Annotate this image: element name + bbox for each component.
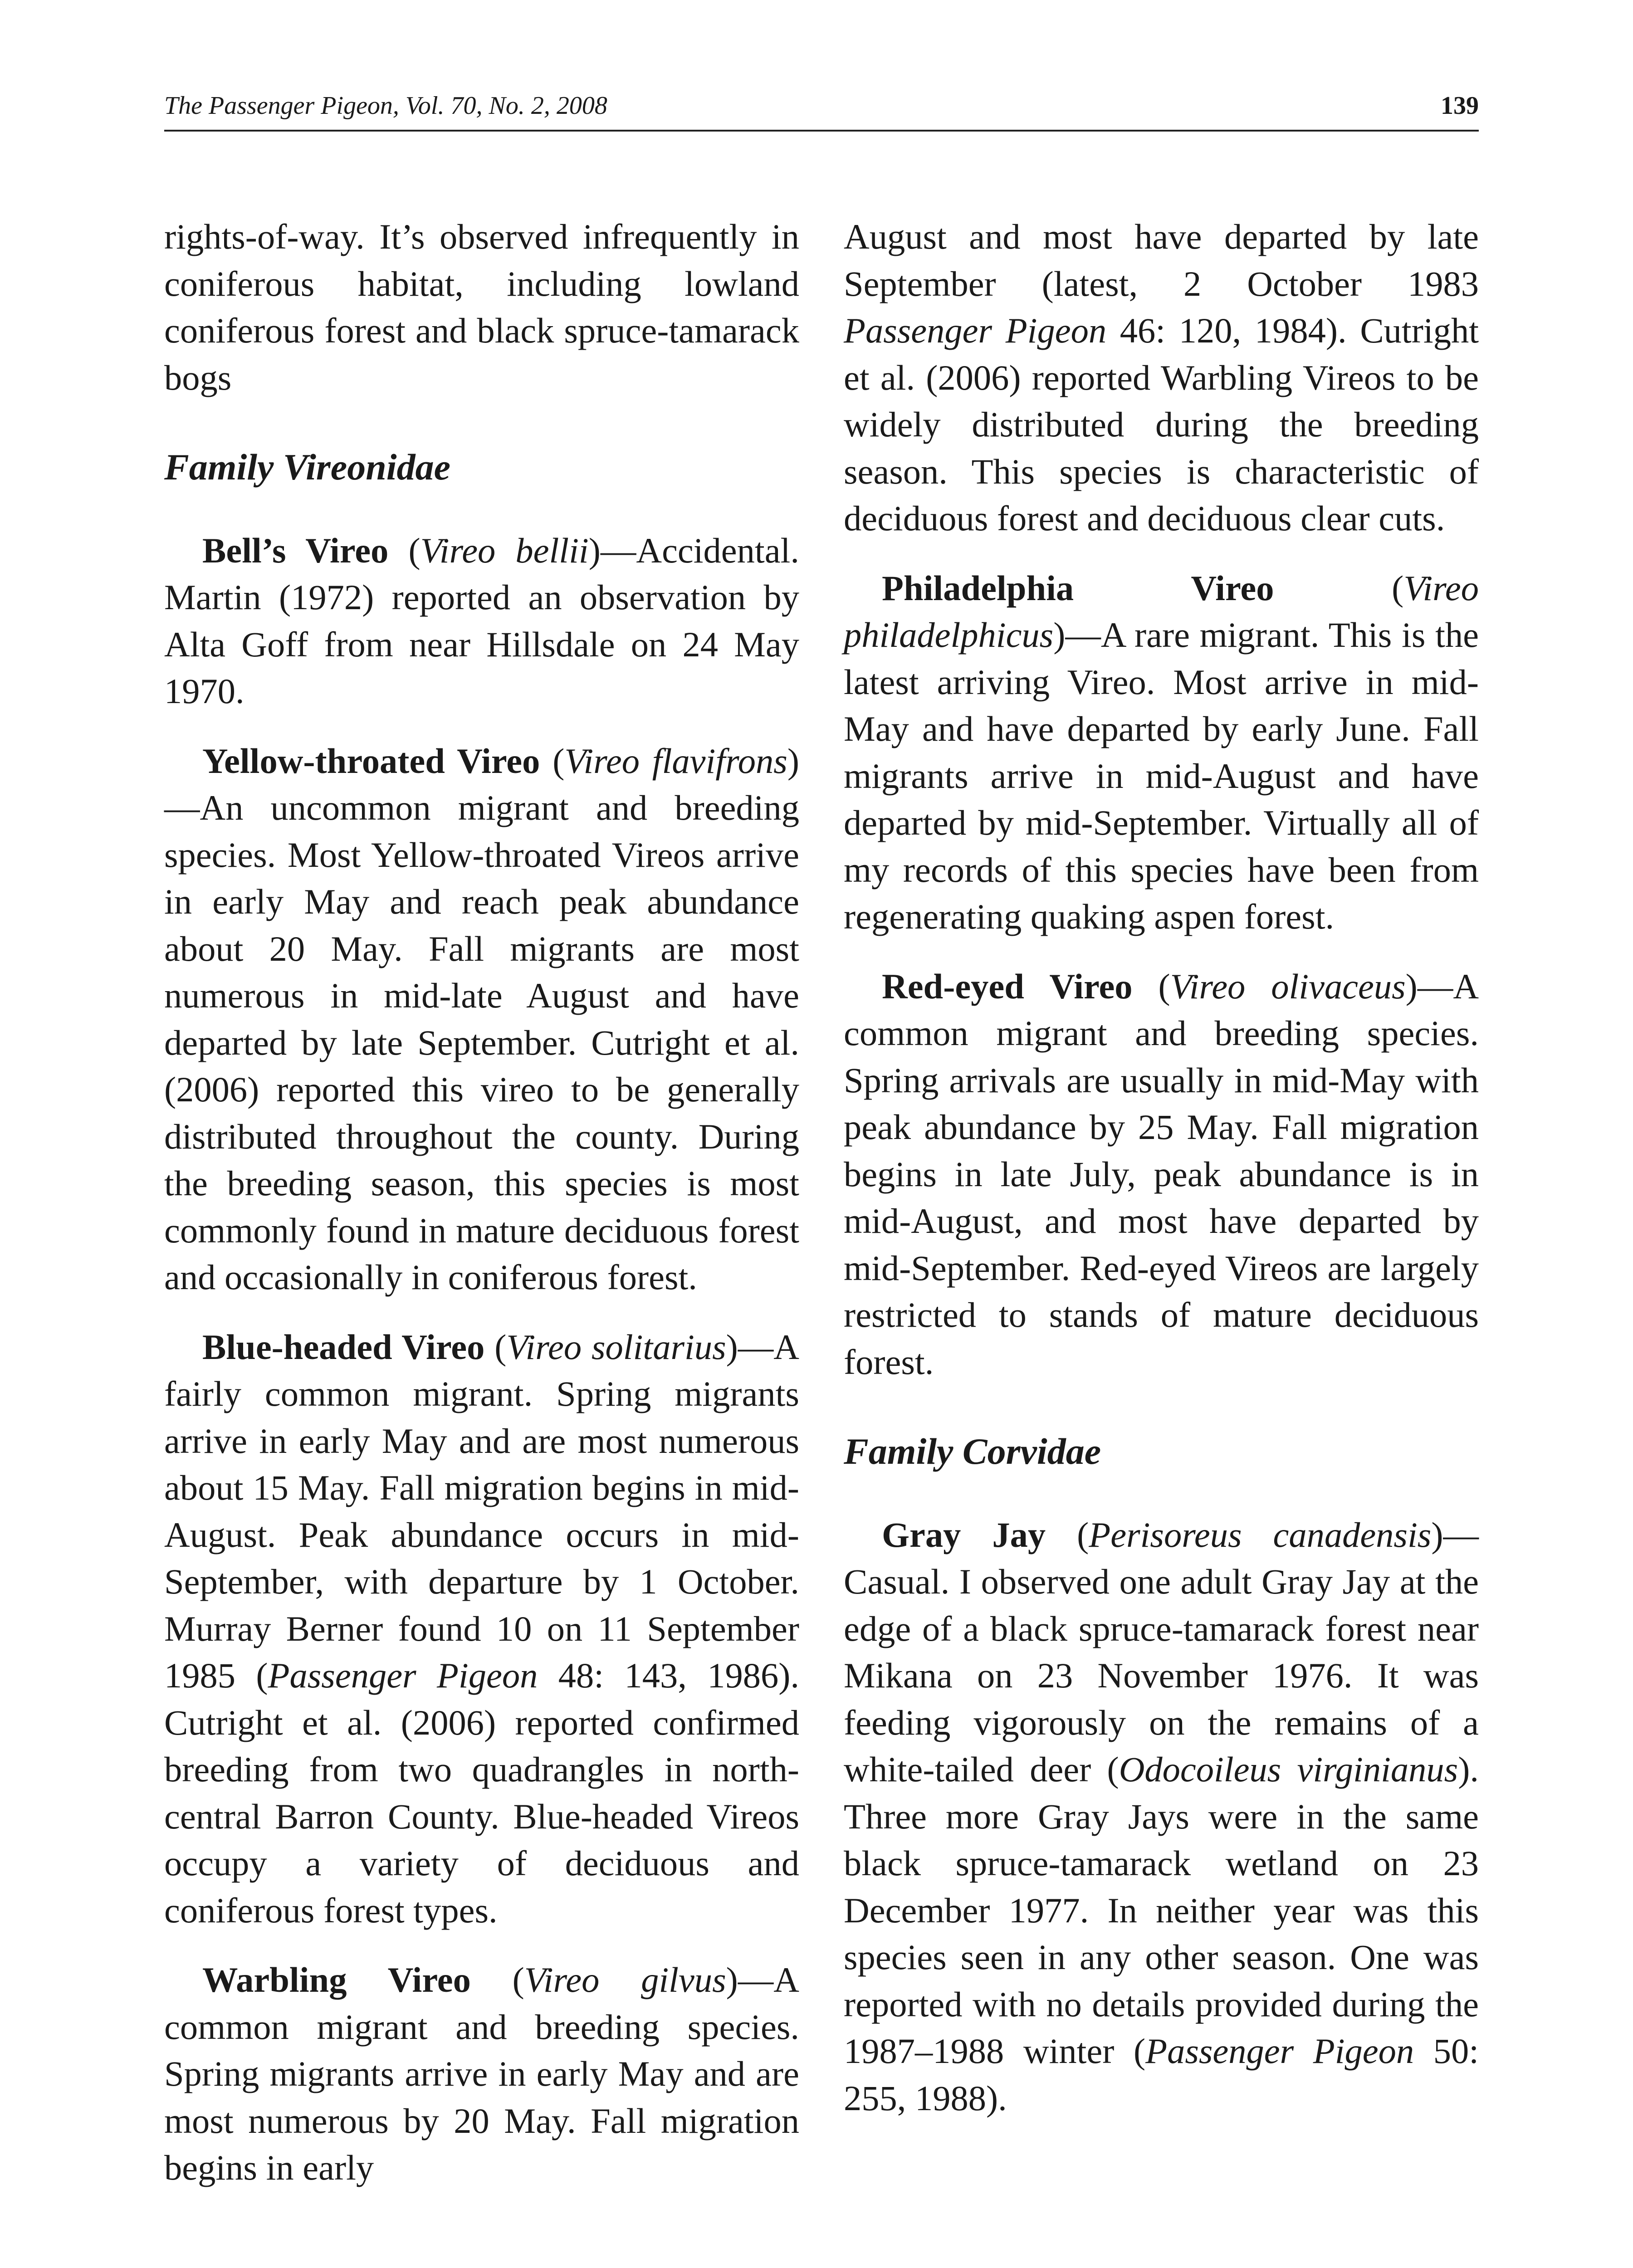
latin-name: Vireo olivaceus — [1170, 966, 1406, 1006]
latin-name: Perisoreus canadensis — [1089, 1515, 1432, 1554]
species-name: Yellow-throated Vireo — [202, 741, 540, 781]
right-column — [844, 213, 1479, 2121]
family-heading-corvidae: Family Corvidae — [844, 1431, 1101, 1472]
journal-reference: Passenger Pigeon — [844, 311, 1107, 350]
species-account-warbling-vireo: Warbling Vireo (Vireo gilvus)—A common migrant and breeding species. Spring migrants arrive in early May and are most numerous by 20 May. Fall migration begins in early — [164, 1960, 799, 2187]
journal-reference: Passenger Pigeon — [268, 1656, 538, 1695]
latin-name: Vireo bellii — [420, 530, 589, 570]
species-account-gray-jay: Gray Jay (Perisoreus canadensis)—Casual. I observed one adult Gray Jay at the edge of a black spruce-tamarack forest near Mikana on 23 November 1976. It was feeding vigorously on the remains of a white-tailed deer (Odocoileus virginianus). Three more Gray Jays were in the same black spruce-tamarack wetland on 23 December 1977. In neither year was this species seen in any other season. One was reported with no details provided during the 1987–1988 winter (Passenger Pigeon 50: 255, 1988). — [844, 1515, 1479, 2118]
latin-name: Vireo flavifrons — [564, 741, 787, 781]
species-name: Philadelphia Vireo — [882, 568, 1274, 608]
species-account-red-eyed-vireo: Red-eyed Vireo (Vireo olivaceus)—A common migrant and breeding species. Spring arrivals are usually in mid-May with peak abundance by 25 May. Fall migration begins in late July, peak abundance is in mid-August, and most have departed by mid-September. Red-eyed Vireos are largely restricted to stands of mature deciduous forest. — [844, 966, 1479, 1382]
latin-name: Vireo solitarius — [506, 1327, 726, 1367]
species-account-yellow-throated-vireo: Yellow-throated Vireo (Vireo flavifrons)—An uncommon migrant and breeding species. Most Yellow-throated Vireos arrive in early May and reach peak abundance about 20 May. Fall migrants are most numerous in mid-late August and have departed by late September. Cutright et al. (2006) reported this vireo to be generally distributed throughout the county. During the breeding season, this species is most commonly found in mature deciduous forest and occasionally in coniferous forest. — [164, 741, 799, 1297]
species-account-bells-vireo: Bell’s Vireo (Vireo bellii)—Accidental. Martin (1972) reported an observation by Alta Goff from near Hillsdale on 24 May 1970. — [164, 530, 799, 711]
continuation-paragraph: August and most have departed by late September (latest, 2 October 1983 Passenger Pigeon 46: 120, 1984). Cutright et al. (2006) reported Warbling Vireos to be widely distributed during the breeding season. This species is characteristic of deciduous forest and deciduous clear cuts. — [844, 217, 1479, 538]
page-number: 139 — [1441, 92, 1479, 120]
journal-reference: Passenger Pigeon — [1145, 2031, 1414, 2071]
species-name: Blue-headed Vireo — [202, 1327, 485, 1367]
species-name: Bell’s Vireo — [202, 530, 389, 570]
latin-name: Vireo gilvus — [524, 1960, 726, 1999]
species-name: Warbling Vireo — [202, 1960, 471, 1999]
latin-name: Vireo philadelphicus — [844, 568, 1479, 655]
species-name: Red-eyed Vireo — [882, 966, 1133, 1006]
running-header — [164, 86, 1479, 132]
latin-name: Odocoileus virginianus — [1119, 1750, 1458, 1789]
continuation-paragraph: rights-of-way. It’s observed infrequently in coniferous habitat, including lowland coniferous forest and black spruce-tamarack bogs — [164, 217, 799, 397]
species-account-philadelphia-vireo: Philadelphia Vireo (Vireo philadelphicus)—A rare migrant. This is the latest arriving Vireo. Most arrive in mid-May and have departed by early June. Fall migrants arrive in mid-August and have departed by mid-September. Virtually all of my records of this species have been from regenerating quaking aspen forest. — [844, 568, 1479, 936]
family-heading-vireonidae: Family Vireonidae — [164, 446, 450, 488]
left-column — [164, 213, 799, 2191]
species-account-blue-headed-vireo: Blue-headed Vireo (Vireo solitarius)—A fairly common migrant. Spring migrants arrive in early May and are most numerous about 15 May. Fall migration begins in mid-August. Peak abundance occurs in mid-September, with departure by 1 October. Murray Berner found 10 on 11 September 1985 (Passenger Pigeon 48: 143, 1986). Cutright et al. (2006) reported confirmed breeding from two quadrangles in north-central Barron County. Blue-headed Vireos occupy a variety of deciduous and coniferous forest types. — [164, 1327, 799, 1930]
journal-citation: The Passenger Pigeon, Vol. 70, No. 2, 2008 — [164, 92, 607, 120]
species-name: Gray Jay — [882, 1515, 1046, 1554]
